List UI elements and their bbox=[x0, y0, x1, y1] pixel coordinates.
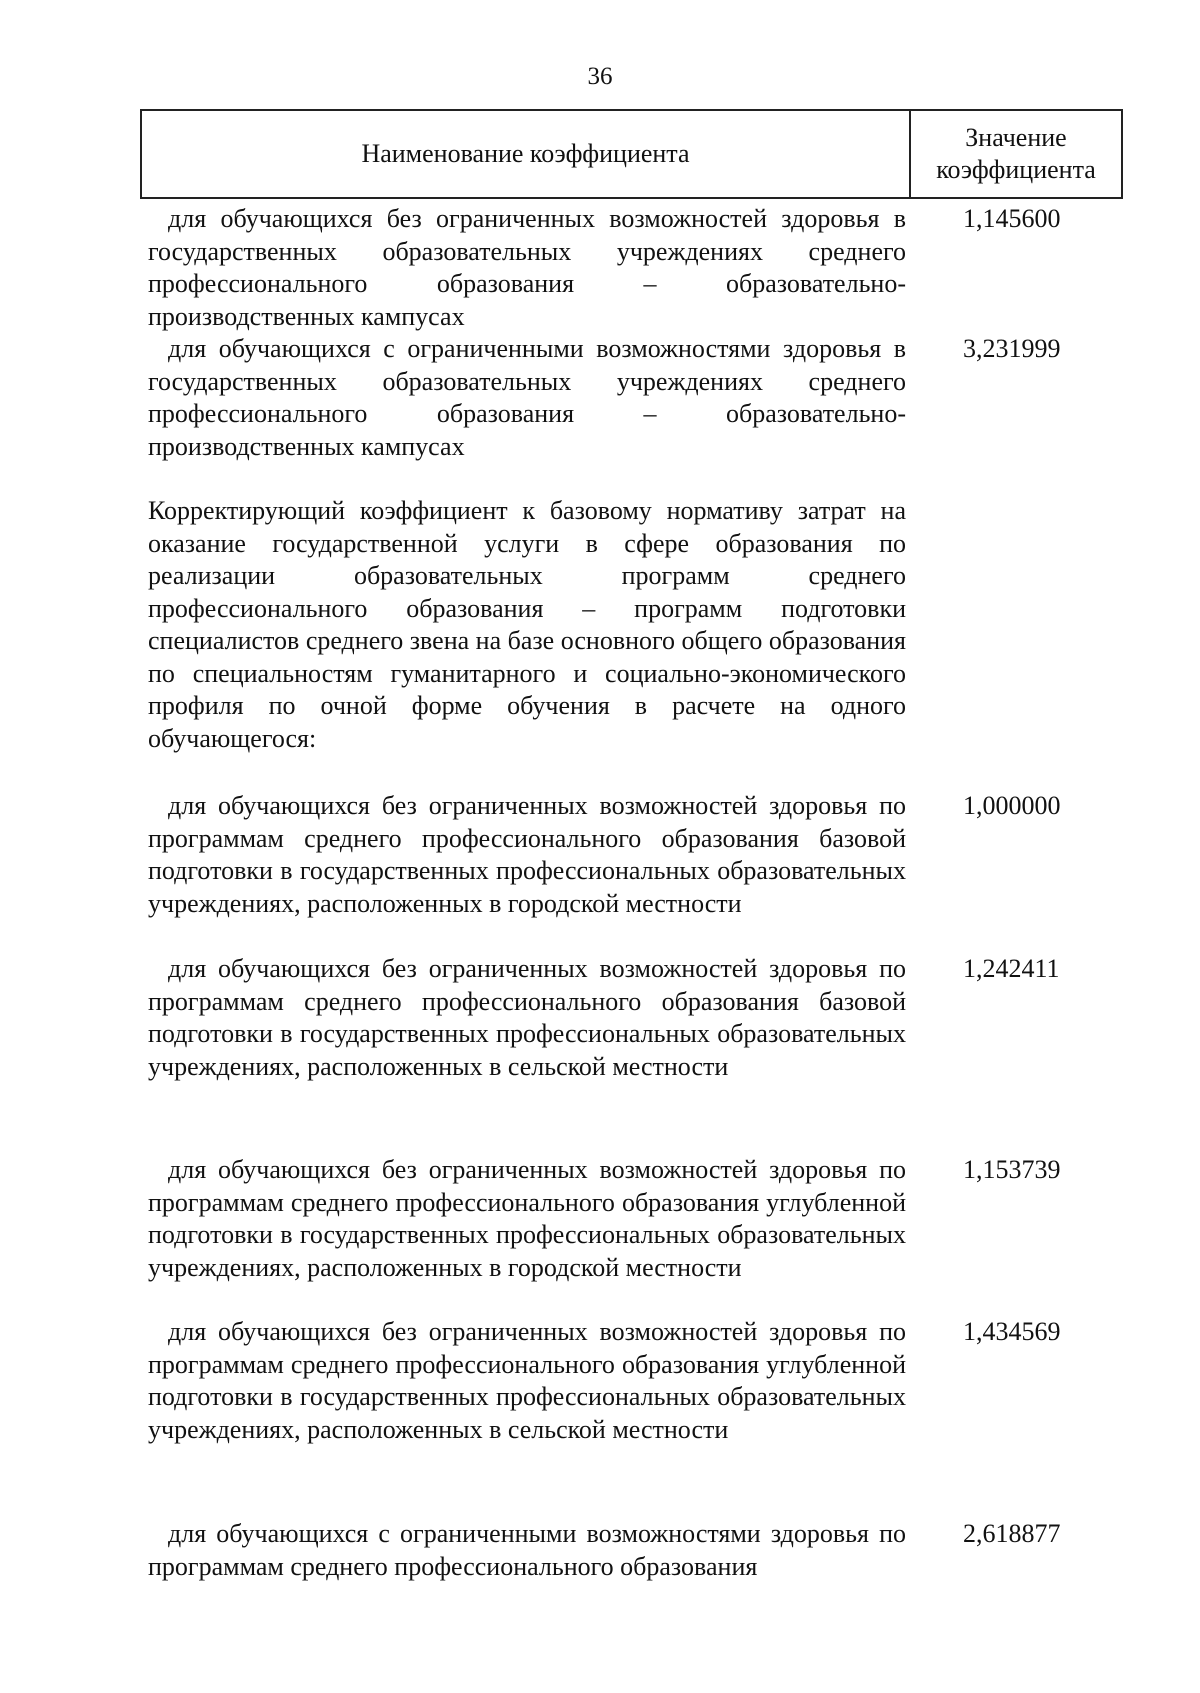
table-header bbox=[140, 109, 1123, 199]
coefficient-row-value: 1,000000 bbox=[963, 791, 1061, 820]
coefficient-row-text: для обучающихся без ограниченных возможностей здоровья по программам среднего профессионального образования углубленной подготовки в государственных профессиональных образовательных учреждениях, расположенных в городской местности bbox=[148, 1155, 906, 1282]
column-header-value: Значение коэффициента bbox=[936, 123, 1096, 184]
coefficient-row-text: для обучающихся без ограниченных возможностей здоровья в государственных образовательных учреждениях среднего профессионального образования – образовательно-производственных кампусах bbox=[148, 204, 906, 331]
coefficient-row-value: 1,153739 bbox=[963, 1155, 1061, 1184]
coefficient-row-text: для обучающихся без ограниченных возможностей здоровья по программам среднего профессионального образования базовой подготовки в государственных профессиональных образовательных учреждениях, расположенных в сельской местности bbox=[148, 954, 906, 1081]
section-heading-text: Корректирующий коэффициент к базовому нормативу затрат на оказание государственной услуги в сфере образования по реализации образовательных программ среднего профессионального образования – программ подготовки специалистов среднего звена на базе основного общего образования по специальностям гуманитарного и социально-экономического профиля по очной форме обучения в расчете на одного обучающегося: bbox=[148, 496, 906, 753]
coefficient-row-text: для обучающихся с ограниченными возможностями здоровья по программам среднего профессионального образования bbox=[148, 1519, 906, 1581]
coefficient-row-value: 1,434569 bbox=[963, 1317, 1061, 1346]
coefficient-row-value: 1,145600 bbox=[963, 204, 1061, 233]
coefficient-row-value: 3,231999 bbox=[963, 334, 1061, 363]
column-header-name: Наименование коэффициента bbox=[142, 111, 911, 197]
page-number: 36 bbox=[587, 63, 613, 90]
coefficient-row-value: 2,618877 bbox=[963, 1519, 1061, 1548]
coefficient-row-text: для обучающихся с ограниченными возможностями здоровья в государственных образовательных учреждениях среднего профессионального образования – образовательно-производственных кампусах bbox=[148, 334, 906, 461]
coefficient-row-text: для обучающихся без ограниченных возможностей здоровья по программам среднего профессионального образования углубленной подготовки в государственных профессиональных образовательных учреждениях, расположенных в сельской местности bbox=[148, 1317, 906, 1444]
coefficient-row-text: для обучающихся без ограниченных возможностей здоровья по программам среднего профессионального образования базовой подготовки в государственных профессиональных образовательных учреждениях, расположенных в городской местности bbox=[148, 791, 906, 918]
coefficient-row-value: 1,242411 bbox=[963, 954, 1060, 983]
